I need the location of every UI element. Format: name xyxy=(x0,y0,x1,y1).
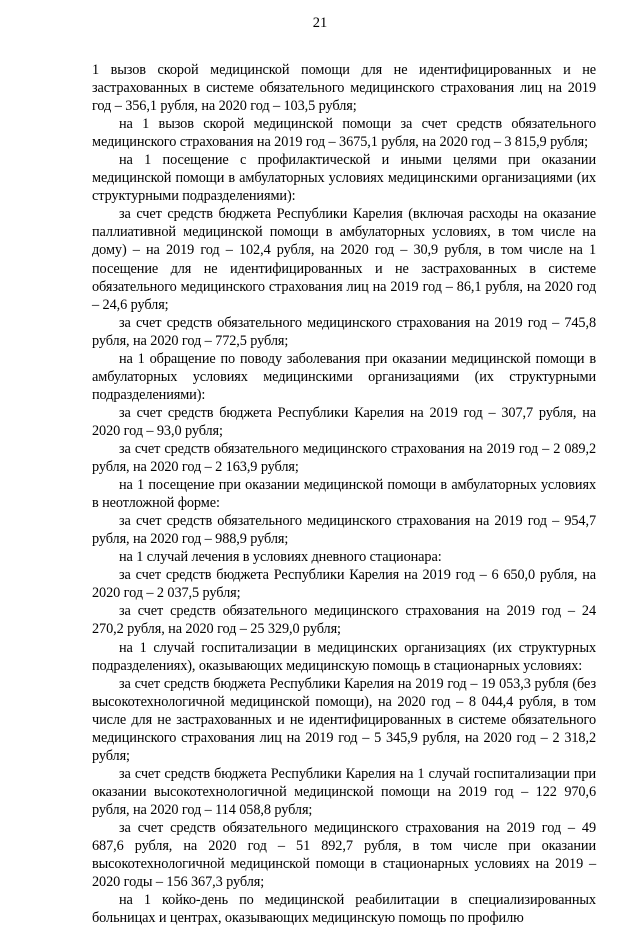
document-body xyxy=(92,61,596,927)
paragraph-ambulance-oms: на 1 вызов скорой медицинской помощи за счет средств обязательного медицинского страхования на 2019 год – 3675,1 рубля, на 2020 год – 3 815,9 рубля; xyxy=(92,116,596,151)
paragraph-appeal-oms: за счет средств обязательного медицинского страхования на 2019 год – 2 089,2 рубля, на 2020 год – 2 163,9 рубля; xyxy=(92,440,596,476)
paragraph-preventive-budget: за счет средств бюджета Республики Карелия (включая расходы на оказание паллиативной медицинской помощи в амбулаторных условиях, в том числе на дому) – на 2019 год – 102,4 рубля, на 2020 год – 30,9 рубля, в том числе на 1 посещение для не идентифицированных и не застрахованных в системе обязательного медицинского страхования лиц на 2019 год – 86,1 рубля, на 2020 год – 24,6 рубля; xyxy=(92,206,596,313)
paragraph-urgent-oms: за счет средств обязательного медицинского страхования на 2019 год – 954,7 рубля, на 2020 год – 988,9 рубля; xyxy=(92,513,596,548)
paragraph-urgent-visit: на 1 посещение при оказании медицинской помощи в амбулаторных условиях в неотложной форме: xyxy=(92,477,596,512)
paragraph-hospitalization-oms: за счет средств обязательного медицинского страхования на 2019 год – 49 687,6 рубля, на 2020 год – 51 892,7 рубля, в том числе при оказании высокотехнологичной медицинской помощи в стационарных условиях на 2019 – 2020 годы – 156 367,3 рубля; xyxy=(92,819,596,891)
paragraph-day-hospital-oms: за счет средств обязательного медицинского страхования на 2019 год – 24 270,2 рубля, на 2020 год – 25 329,0 рубля; xyxy=(92,603,596,638)
paragraph-preventive-oms: за счет средств обязательного медицинского страхования на 2019 год – 745,8 рубля, на 2020 год – 772,5 рубля; xyxy=(92,314,596,349)
paragraph-day-hospital-budget: за счет средств бюджета Республики Карелия на 2019 год – 6 650,0 рубля, на 2020 год – 2 037,5 рубля; xyxy=(92,567,596,602)
paragraph-preventive-visit: на 1 посещение с профилактической и иными целями при оказании медицинской помощи в амбулаторных условиях медицинскими организациями (их структурными подразделениями): xyxy=(92,152,596,205)
paragraph-rehabilitation-bed-day: на 1 койко-день по медицинской реабилитации в специализированных больницах и центрах, оказывающих медицинскую помощь по профилю xyxy=(92,892,596,927)
paragraph-disease-appeal: на 1 обращение по поводу заболевания при оказании медицинской помощи в амбулаторных условиях медицинскими организациями (их структурными подразделениями): xyxy=(92,350,596,403)
paragraph-appeal-budget: за счет средств бюджета Республики Карелия на 2019 год – 307,7 рубля, на 2020 год – 93,0 рубля; xyxy=(92,404,596,439)
paragraph-ambulance-unidentified: 1 вызов скорой медицинской помощи для не идентифицированных и не застрахованных в системе обязательного медицинского страхования лиц на 2019 год – 356,1 рубля, на 2020 год – 103,5 рубля; xyxy=(92,62,596,115)
paragraph-day-hospital: на 1 случай лечения в условиях дневного стационара: xyxy=(119,549,442,566)
page-number: 21 xyxy=(312,15,328,31)
paragraph-high-tech-budget: за счет средств бюджета Республики Карелия на 1 случай госпитализации при оказании высокотехнологичной медицинской помощи на 2019 год – 122 970,6 рубля, на 2020 год – 114 058,8 рубля; xyxy=(92,765,596,818)
paragraph-hospitalization: на 1 случай госпитализации в медицинских организациях (их структурных подразделениях), оказывающих медицинскую помощь в стационарных условиях: xyxy=(92,639,596,674)
paragraph-hospitalization-budget: за счет средств бюджета Республики Карелия на 2019 год – 19 053,3 рубля (без высокотехнологичной медицинской помощи), на 2020 год – 8 044,4 рубля, в том числе для не застрахованных и не идентифицированных в системе обязательного медицинского страхования лиц на 2019 год – 5 345,9 рубля, на 2020 год – 2 318,2 рубля; xyxy=(92,675,596,764)
